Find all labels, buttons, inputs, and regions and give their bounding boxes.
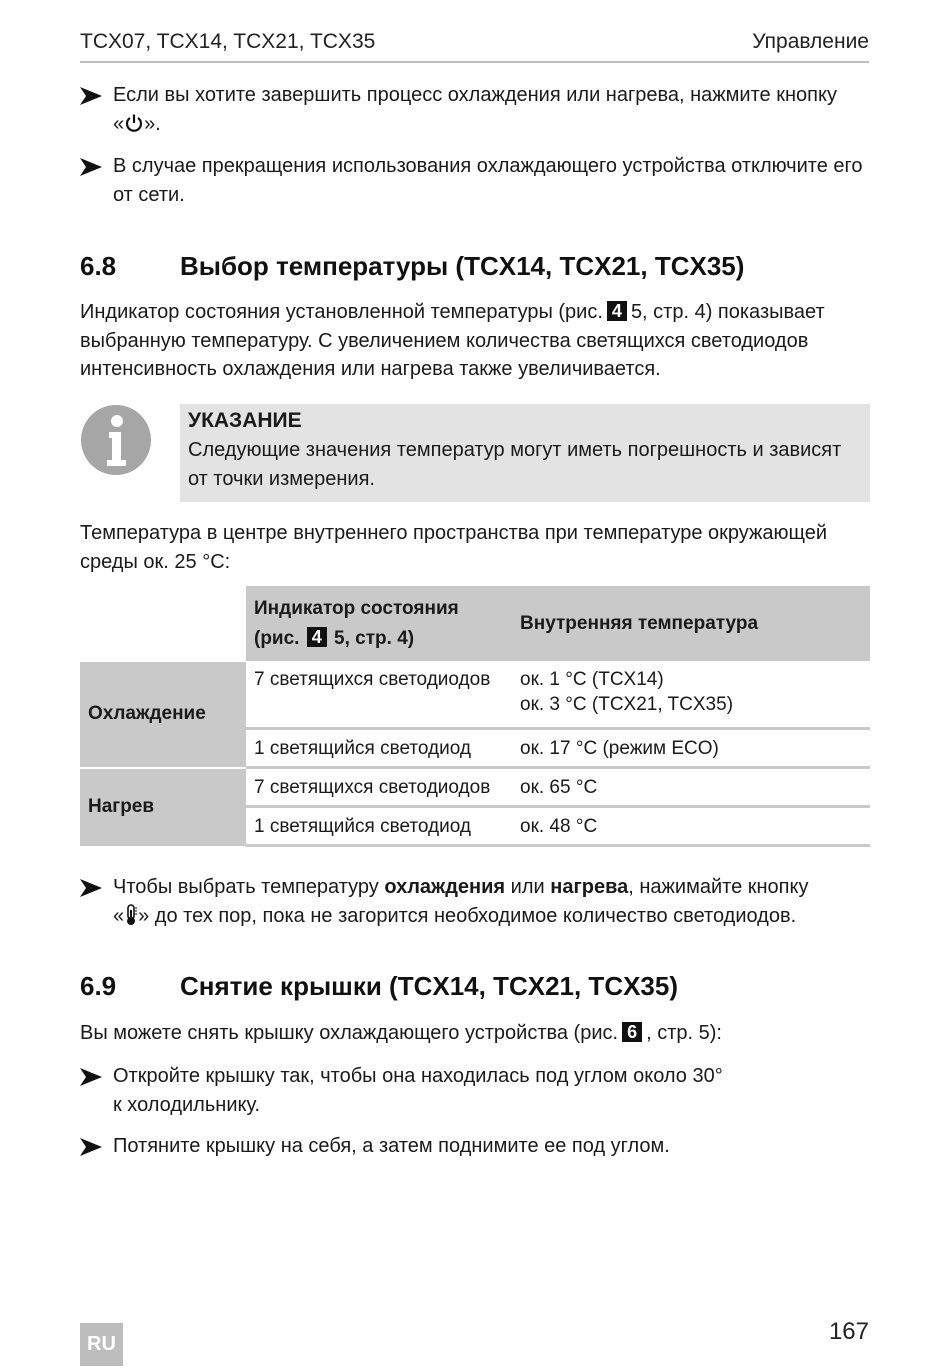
indicator-cell: 1 светящийся светодиод	[246, 807, 512, 846]
section-heading-6-9	[80, 971, 678, 1002]
header-section: Управление	[752, 30, 869, 53]
quote-open: «	[113, 112, 125, 135]
figure-badge: 4	[607, 301, 627, 321]
paragraph-remove-lid	[80, 1019, 872, 1048]
bullet-disconnect	[80, 152, 870, 209]
power-icon	[124, 113, 144, 142]
bullet-text: к холодильнику.	[113, 1093, 261, 1116]
table-row	[80, 768, 870, 807]
arrow-bullet-icon	[80, 152, 106, 176]
bold-cooling: охлаждения	[384, 876, 506, 898]
table-corner	[80, 586, 246, 661]
temperature-cell: ок. 17 °C (режим ECO)	[512, 729, 870, 768]
arrow-bullet-icon	[80, 873, 106, 897]
temperature-table	[80, 586, 870, 847]
paragraph-text-start: Индикатор состояния установленной температуры (рис.	[80, 301, 603, 323]
bullet-text: Откройте крышку так, чтобы она находилась под углом около 30°	[113, 1065, 723, 1087]
arrow-bullet-icon	[80, 81, 106, 105]
page-number: 167	[828, 1318, 869, 1345]
header-models: TCX07, TCX14, TCX21, TCX35	[80, 30, 376, 53]
temperature-cell	[512, 661, 870, 729]
section-number: 6.9	[80, 971, 117, 1001]
bullet-pull-lid	[80, 1132, 870, 1161]
bullet-text: Потяните крышку на себя, а затем поднимите ее под углом.	[113, 1135, 670, 1157]
section-title: Выбор температуры (TCX14, TCX21, TCX35)	[180, 251, 745, 281]
section-number: 6.8	[80, 251, 117, 281]
column-header-indicator	[246, 586, 512, 661]
header-text: (рис.	[254, 627, 300, 649]
table-header-row	[80, 586, 870, 661]
section-heading-6-8	[80, 251, 744, 282]
paragraph-ambient: Температура в центре внутреннего пространства при температуре окружающей среды ок. 25 °C:	[80, 522, 828, 573]
thermometer-icon	[124, 904, 138, 935]
temperature-value: ок. 3 °C (TCX21, TCX35)	[520, 694, 734, 715]
indicator-cell: 7 светящихся светодиодов	[246, 661, 512, 729]
bullet-text: Чтобы выбрать температуру	[113, 876, 379, 898]
bullet-text: или	[510, 876, 545, 898]
bullet-text: , нажимайте кнопку	[628, 876, 809, 898]
bullet-select-temperature	[80, 873, 870, 934]
figure-badge: 4	[307, 627, 327, 647]
info-icon	[80, 404, 152, 476]
column-header-temperature: Внутренняя температура	[512, 586, 870, 661]
header-divider	[80, 61, 869, 63]
quote-open: «	[113, 904, 125, 927]
header-text: 5, стр. 4)	[334, 627, 415, 649]
indicator-cell: 1 светящийся светодиод	[246, 729, 512, 768]
figure-badge: 6	[622, 1022, 642, 1042]
row-group-cooling: Охлаждение	[80, 661, 246, 768]
bullet-text: В случае прекращения использования охлаждающего устройства отключите его от сети.	[113, 155, 863, 206]
bullet-open-lid	[80, 1062, 870, 1119]
temperature-cell: ок. 48 °C	[512, 807, 870, 846]
paragraph-text-end: 5, стр. 4) показывает выбранную температуру. С увеличением количества светящихся светодиодов интенсивность охлаждения или нагрева также увеличивается.	[80, 301, 825, 380]
indicator-cell: 7 светящихся светодиодов	[246, 768, 512, 807]
bullet-text: Если вы хотите завершить процесс охлаждения или нагрева, нажмите кнопку	[113, 84, 837, 106]
quote-close: ».	[144, 112, 161, 135]
section-title: Снятие крышки (TCX14, TCX21, TCX35)	[180, 971, 679, 1001]
arrow-bullet-icon	[80, 1062, 106, 1086]
paragraph-indicator	[80, 298, 872, 384]
header-text: Индикатор состояния	[254, 597, 459, 619]
paragraph-text-end: , стр. 5):	[646, 1022, 722, 1044]
temperature-value: ок. 1 °C (TCX14)	[520, 669, 664, 690]
bold-heating: нагрева	[550, 876, 629, 898]
bullet-stop-process	[80, 81, 870, 141]
temperature-cell: ок. 65 °C	[512, 768, 870, 807]
note-title: УКАЗАНИЕ	[188, 409, 302, 432]
paragraph-text-start: Вы можете снять крышку охлаждающего устройства (рис.	[80, 1022, 619, 1044]
arrow-bullet-icon	[80, 1132, 106, 1156]
language-badge: RU	[80, 1323, 123, 1366]
row-group-heating: Нагрев	[80, 768, 246, 846]
table-row	[80, 661, 870, 729]
bullet-text: » до тех пор, пока не загорится необходимое количество светодиодов.	[138, 904, 797, 927]
note-text: Следующие значения температур могут иметь погрешность и зависят от точки измерения.	[188, 439, 842, 490]
